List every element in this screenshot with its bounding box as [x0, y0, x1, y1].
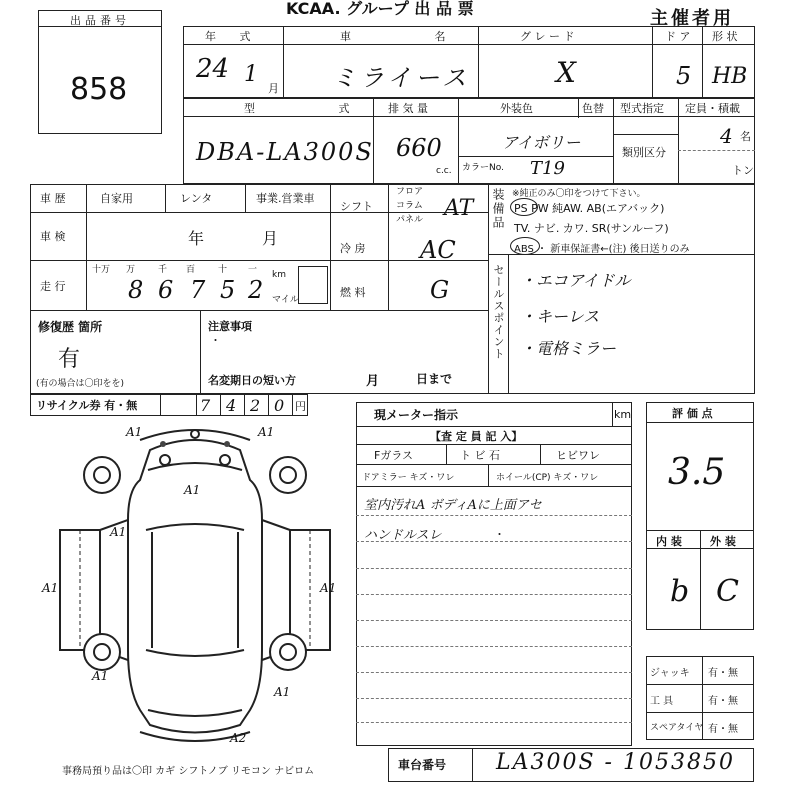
- equipment-line3: ABS ・ 新車保証書←(注) 後日送りのみ: [514, 244, 690, 255]
- color-label: 外装色: [500, 102, 533, 115]
- interior-value: b: [670, 574, 690, 609]
- damage-mark-1: A1: [126, 425, 143, 439]
- meter-change-month: 月: [366, 374, 380, 389]
- month-value: 1: [244, 62, 258, 87]
- load-unit: トン: [732, 164, 754, 177]
- equipment-label: 装備品: [491, 188, 505, 230]
- grade-value: X: [556, 56, 576, 89]
- equipment-line1: PS PW 純AW. AB(エアバック): [514, 202, 665, 215]
- inspection-year-unit: 年: [188, 229, 205, 248]
- repair-label: 修復歴 箇所: [38, 320, 103, 334]
- glass-chip: ト ビ 石: [460, 449, 500, 462]
- abs-circle: [510, 237, 540, 255]
- meter-km: km: [614, 408, 632, 421]
- accessory-spare-label: スペアタイヤ: [650, 723, 704, 733]
- doors-value: 5: [676, 62, 692, 90]
- capacity-unit: 名: [740, 130, 751, 143]
- year-label: 年 式: [205, 30, 261, 43]
- damage-mark-5: A1: [42, 581, 59, 595]
- repair-value: 有: [58, 347, 81, 372]
- rating-label: 評 価 点: [672, 407, 713, 420]
- sales-point-3: ・電格ミラー: [520, 339, 617, 358]
- fuel-label: 燃 料: [340, 286, 366, 299]
- inspector-note-2: ハンドルスレ: [364, 528, 442, 543]
- sales-point-2: ・キーレス: [520, 307, 600, 326]
- equipment-note: ※純正のみ〇印をつけて下さい。: [512, 189, 646, 199]
- meter-change-label: 名変期日の短い方: [208, 374, 296, 387]
- shift-option-column: コラム: [396, 201, 423, 211]
- car-name-label: 車 名: [340, 30, 486, 43]
- shift-option-floor: フロア: [396, 187, 424, 197]
- accessory-spare-value: 有・無: [708, 724, 738, 735]
- inspection-label: 車 検: [40, 230, 66, 243]
- km-label: km: [272, 270, 286, 280]
- year-value: 24: [196, 54, 230, 84]
- lot-number-label: 出品番号: [70, 14, 130, 27]
- doors-label: ド ア: [665, 30, 691, 43]
- shift-label: シフト: [340, 200, 373, 213]
- glass-crack: ヒビワレ: [556, 449, 600, 462]
- equipment-line2: TV. ナビ. カワ. SR(サンルーフ): [514, 222, 669, 235]
- damage-mark-3: A1: [184, 483, 201, 497]
- damage-mark-8: A1: [274, 685, 291, 699]
- inspector-label: 【査 定 員 記 入】: [430, 430, 523, 443]
- history-label: 車 歴: [40, 192, 66, 205]
- accessory-jack-value: 有・無: [708, 668, 738, 679]
- accessory-tools-label: 工 具: [650, 696, 674, 707]
- accessory-jack-label: ジャッキ: [650, 668, 690, 679]
- recycle-digit-2: 4: [226, 396, 237, 415]
- model-label: 型 式: [244, 102, 390, 115]
- shape-value: HB: [712, 64, 748, 89]
- recycle-yen: 円: [295, 400, 306, 413]
- chassis-label: 車台番号: [398, 758, 447, 772]
- ac-value: AC: [420, 236, 456, 264]
- exterior-label: 外 装: [710, 535, 736, 548]
- caution-label: 注意事項: [208, 320, 252, 333]
- damage-mark-6: A1: [320, 581, 337, 595]
- meter-change-day: 日まで: [416, 372, 453, 386]
- office-note: 事務局預り品は〇印 カギ シフトノブ リモコン ナビロム: [62, 766, 315, 777]
- displacement-value: 660: [396, 134, 442, 162]
- fuel-value: G: [430, 276, 450, 304]
- capacity-label: 定員・積載: [685, 102, 740, 115]
- sales-points-label: セールスポイント: [492, 264, 505, 360]
- damage-mark-4: A1: [110, 525, 127, 539]
- model-value: DBA-LA300S: [196, 138, 374, 166]
- color-value: アイボリー: [502, 133, 581, 152]
- damage-mark-9: A2: [230, 731, 247, 745]
- recycle-digit-1: 7: [200, 396, 211, 415]
- door-mirror: ドアミラー キズ・ワレ: [362, 473, 455, 483]
- chassis-number: LA300S - 1053850: [496, 750, 735, 775]
- model-designation-label: 型式指定: [620, 102, 664, 115]
- inspector-note-bullet: ・: [494, 528, 505, 541]
- recycle-digit-3: 2: [250, 396, 261, 415]
- interior-label: 内 装: [656, 535, 682, 548]
- organizer-label: 主催者用: [650, 8, 734, 29]
- damage-mark-2: A1: [258, 425, 275, 439]
- recycle-label: リサイクル券 有・無: [36, 399, 138, 412]
- ac-label: 冷 房: [340, 242, 366, 255]
- mile-checkbox: [298, 266, 328, 304]
- lot-number: 858: [70, 72, 128, 107]
- ps-circle: [510, 198, 538, 216]
- displacement-label: 排 気 量: [388, 102, 428, 115]
- meter-label: 現メーター指示: [374, 408, 459, 422]
- color-no-value: T19: [530, 158, 565, 179]
- shape-label: 形 状: [712, 30, 738, 43]
- history-option-business: 事業.営業車: [256, 192, 315, 205]
- car-diagram: [40, 420, 350, 750]
- month-unit: 月: [268, 82, 279, 95]
- mileage-digits: 十万 万 千 百 十 一 8 6 7 5 2: [92, 265, 264, 304]
- repair-note: (有の場合は〇印をを): [36, 379, 125, 389]
- cc-unit: c.c.: [436, 166, 452, 176]
- sales-point-1: ・エコアイドル: [520, 271, 631, 290]
- form-title: KCAA. グループ 出 品 票: [286, 0, 474, 18]
- shift-option-panel: パネル: [396, 215, 424, 225]
- category-label: 類別区分: [622, 146, 666, 159]
- recycle-digit-4: 0: [274, 396, 285, 415]
- history-option-rental: レンタ: [180, 192, 213, 205]
- mile-label: マイル: [272, 295, 299, 305]
- capacity-value: 4: [720, 124, 733, 148]
- history-option-private: 自家用: [100, 192, 133, 205]
- shift-value: AT: [444, 196, 474, 221]
- rating-score: 3.5: [668, 452, 726, 493]
- inspector-note-1: 室内汚れA ボディAに上面アセ: [364, 498, 542, 513]
- mileage-label: 走 行: [40, 280, 66, 293]
- wheel: ホイール(CP) キズ・ワレ: [496, 473, 599, 483]
- color-no-label: カラーNo.: [462, 163, 504, 173]
- accessory-tools-value: 有・無: [708, 696, 738, 707]
- grade-label: グ レ ー ド: [520, 30, 575, 43]
- exterior-value: C: [716, 574, 739, 609]
- glass-front: Fガラス: [374, 449, 413, 462]
- damage-mark-7: A1: [92, 669, 109, 683]
- inspection-month-unit: 月: [262, 229, 279, 248]
- caution-bullet: ・: [210, 334, 221, 347]
- color-change-label: 色替: [582, 102, 604, 115]
- car-name-value: ミライース: [332, 64, 471, 92]
